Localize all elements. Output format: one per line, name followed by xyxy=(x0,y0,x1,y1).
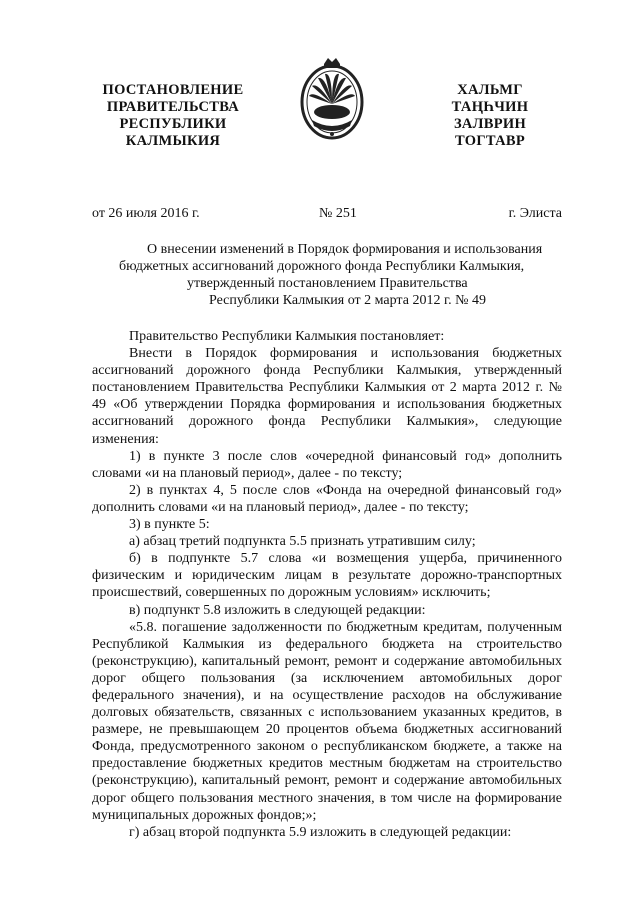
header-left-line: ПРАВИТЕЛЬСТВА xyxy=(106,99,240,115)
body-line: дополнить словами «и на плановый период», далее - по тексту; xyxy=(92,499,469,515)
header-right-line: ХАЛЬМГ xyxy=(457,82,523,98)
header-right-line: ЗАЛВРИН xyxy=(453,116,527,132)
body-line: Фонда, предусмотренного законом о республиканском бюджете, а также на xyxy=(92,739,562,755)
body-line: «5.8. погашение задолженности по бюджетным кредитам, полученным xyxy=(129,619,562,635)
body-line: а) абзац третий подпункта 5.5 признать утратившим силу; xyxy=(129,534,476,550)
header-left-line: КАЛМЫКИЯ xyxy=(125,133,221,149)
header-right-line: ТОГТАВР xyxy=(454,133,526,149)
body-line: дорог общего пользования (за исключением автомобильных дорог xyxy=(92,670,562,686)
body-line: происшествий, совершенных по дорожным условиям» исключить; xyxy=(92,585,491,601)
body-line: муниципальных дорожных фондов;»; xyxy=(92,807,317,823)
title-line: Республики Калмыкия от 2 марта 2012 г. № 49 xyxy=(209,293,486,308)
body-line: 49 «Об утверждении Порядка формирования и использования бюджетных xyxy=(92,397,562,413)
body-line: словами «и на плановый период», далее - по тексту; xyxy=(92,465,403,481)
body-line: ассигнований дорожного фонда Республики Калмыкия, утвержденный xyxy=(92,363,562,379)
title-line: утвержденный постановлением Правительства xyxy=(187,276,468,291)
body-line: предоставление бюджетных кредитов местным бюджетам на строительство xyxy=(92,756,562,772)
header-left-line: РЕСПУБЛИКИ xyxy=(119,116,227,132)
body-line: 3) в пункте 5: xyxy=(129,517,210,533)
body-line: долговых обязательств, связанных с использованием указанных кредитов, в xyxy=(92,705,562,721)
body-line: ассигнований дорожного фонда Республики Калмыкия», следующие xyxy=(92,414,562,430)
body-line: Республикой Калмыкия из федерального бюджета на строительство xyxy=(92,636,562,652)
body-line: постановлением Правительства Республики Калмыкия от 2 марта 2012 г. № xyxy=(92,380,562,396)
body-line: Внести в Порядок формирования и использования бюджетных xyxy=(129,346,562,362)
body-line: Правительство Республики Калмыкия постановляет: xyxy=(129,329,445,344)
body-line: дорог общего пользования местного значения, в том числе на формирование xyxy=(92,790,562,806)
body-line: г) абзац второй подпункта 5.9 изложить в следующей редакции: xyxy=(129,824,512,840)
header-left-line: ПОСТАНОВЛЕНИЕ xyxy=(102,82,244,98)
document-meta-row xyxy=(92,206,562,224)
coat-of-arms-emblem-icon xyxy=(296,54,368,144)
document-body xyxy=(92,328,562,841)
body-line: в) подпункт 5.8 изложить в следующей редакции: xyxy=(129,602,426,618)
body-line: изменения: xyxy=(92,431,159,447)
body-line: (реконструкцию), капитальный ремонт, ремонт и содержание автомобильных xyxy=(92,653,562,669)
body-line: (реконструкцию), капитальный ремонт, ремонт и содержание автомобильных xyxy=(92,773,562,789)
body-line: физическим и юридическим лицам в результате дорожно-транспортных xyxy=(92,568,562,584)
document-date: от 26 июля 2016 г. xyxy=(92,206,200,221)
body-line: 2) в пунктах 4, 5 после слов «Фонда на очередной финансовый год» xyxy=(129,482,562,498)
document-number: № 251 xyxy=(319,206,357,221)
body-line: федерального значения), и на осуществление расходов на обслуживание xyxy=(92,687,562,703)
body-line: размере, не превышающем 20 процентов объема бюджетных ассигнований xyxy=(92,722,562,738)
header-left-block xyxy=(83,82,263,150)
header-right-block xyxy=(420,82,560,150)
body-line: б) в подпункте 5.7 слова «и возмещения ущерба, причиненного xyxy=(129,551,562,567)
title-line: бюджетных ассигнований дорожного фонда Республики Калмыкия, xyxy=(119,259,525,274)
document-city: г. Элиста xyxy=(508,206,562,221)
header-right-line: ТАҢҺЧИН xyxy=(451,99,529,115)
title-line: О внесении изменений в Порядок формирования и использования xyxy=(147,242,543,257)
body-line: 1) в пункте 3 после слов «очередной финансовый год» дополнить xyxy=(129,448,562,464)
